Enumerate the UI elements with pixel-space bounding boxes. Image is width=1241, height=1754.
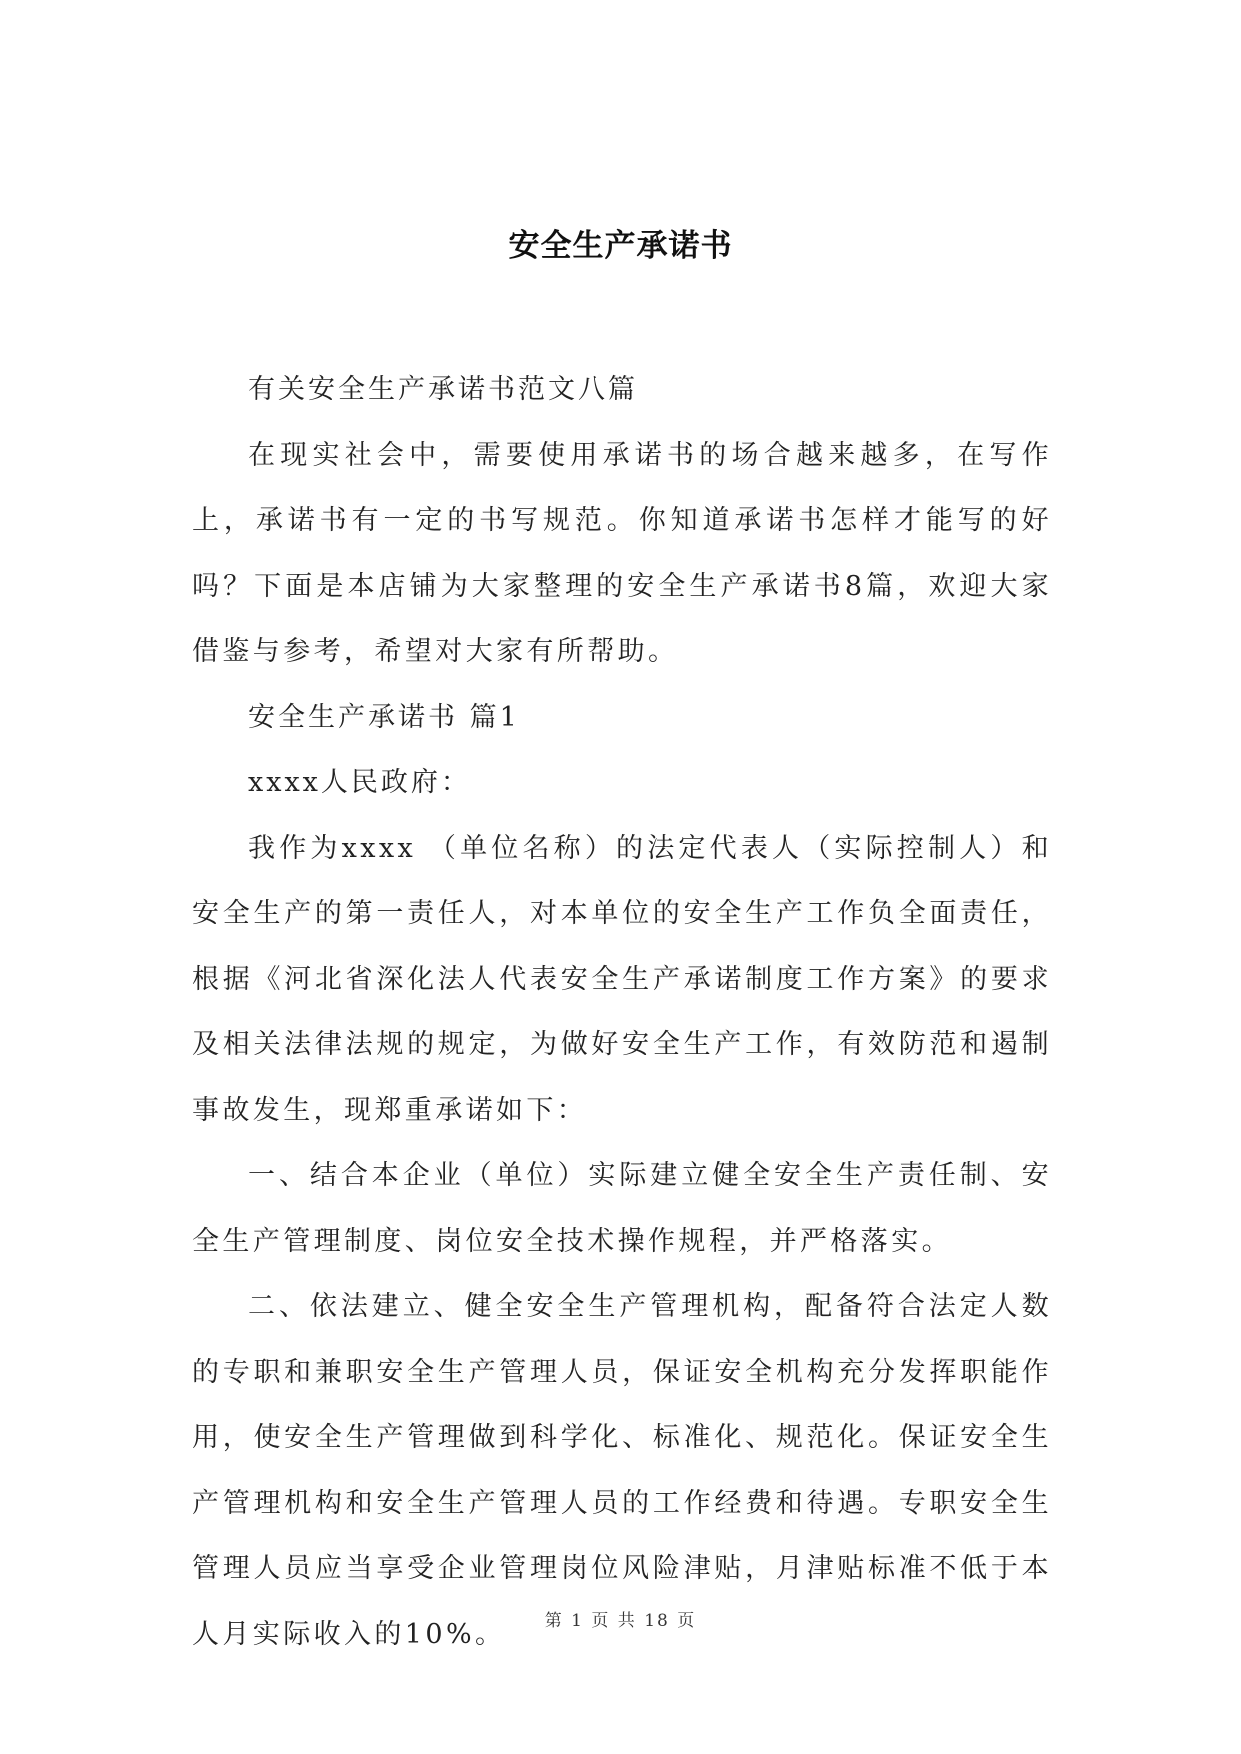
item-one-paragraph: 一、结合本企业（单位）实际建立健全安全生产责任制、安全生产管理制度、岗位安全技术操作规程，并严格落实。	[192, 1160, 1052, 1257]
section-heading: 安全生产承诺书 篇1	[248, 701, 520, 733]
addressee-line: xxxx人民政府：	[248, 767, 471, 798]
intro-paragraph: 在现实社会中，需要使用承诺书的场合越来越多，在写作上，承诺书有一定的书写规范。你知道承诺书怎样才能写的好吗？下面是本店铺为大家整理的安全生产承诺书8篇，欢迎大家借鉴与参考，希望对大家有所帮助。	[192, 439, 1052, 667]
page-number-footer: 第 1 页 共 18 页	[544, 1611, 697, 1631]
subtitle-paragraph: 有关安全生产承诺书范文八篇	[248, 374, 638, 405]
document-title: 安全生产承诺书	[508, 228, 733, 264]
pledge-paragraph: 我作为xxxx （单位名称）的法定代表人（实际控制人）和安全生产的第一责任人，对本单位的安全生产工作负全面责任，根据《河北省深化法人代表安全生产承诺制度工作方案》的要求及相关法律法规的规定，为做好安全生产工作，有效防范和遏制事故发生，现郑重承诺如下：	[192, 832, 1052, 1126]
document-body	[192, 357, 1052, 1667]
item-two-paragraph: 二、依法建立、健全安全生产管理机构，配备符合法定人数的专职和兼职安全生产管理人员，保证安全机构充分发挥职能作用，使安全生产管理做到科学化、标准化、规范化。保证安全生产管理机构和安全生产管理人员的工作经费和待遇。专职安全生管理人员应当享受企业管理岗位风险津贴，月津贴标准不低于本人月实际收入的10%。	[192, 1291, 1052, 1650]
